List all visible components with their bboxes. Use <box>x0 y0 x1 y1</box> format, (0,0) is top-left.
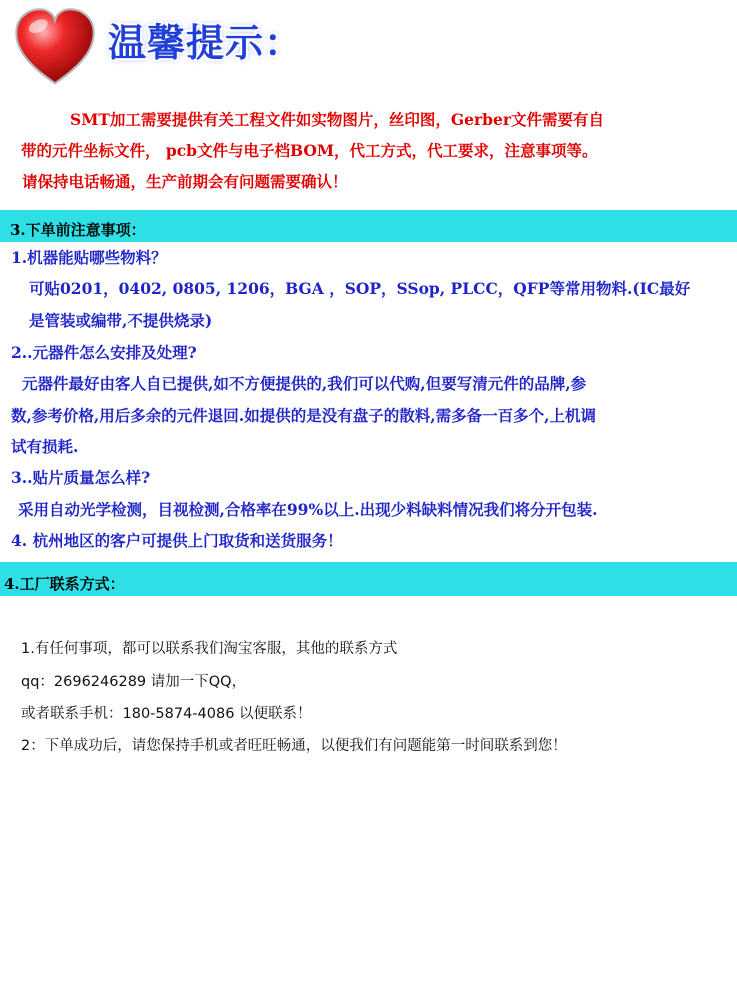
answer-2: 数,参考价格,用后多余的元件退回.如提供的是没有盘子的散料,需多备一百多个,上机调 <box>11 406 596 425</box>
page-title: 温馨提示： <box>108 21 304 65</box>
section-4-heading: 4.工厂联系方式： <box>4 575 125 593</box>
contact-line: 2：下单成功后，请您保持手机或者旺旺畅通，以便我们有问题能第一时间联系到您！ <box>21 738 567 754</box>
section-3-header <box>0 210 737 242</box>
answer-2: 试有损耗. <box>11 437 79 456</box>
contact-line: qq：2696246289 请加一下QQ， <box>21 674 247 690</box>
section-3-heading: 3.下单前注意事项： <box>10 221 146 239</box>
question-3: 3..贴片质量怎么样? <box>11 468 151 487</box>
intro-line: 带的元件坐标文件， pcb文件与电子档BOM，代工方式，代工要求，注意事项等。 <box>21 141 598 160</box>
header <box>0 0 737 95</box>
answer-3: 采用自动光学检测，目视检测,合格率在99%以上.出现少料缺料情况我们将分开包装. <box>18 500 598 519</box>
answer-2: 元器件最好由客人自已提供,如不方便提供的,我们可以代购,但要写清元件的品牌,参 <box>22 374 587 393</box>
intro-notice <box>0 104 737 197</box>
section-4-header <box>0 562 737 596</box>
answer-1: 可贴0201，0402, 0805, 1206，BGA ，SOP，SSop, PLCC，QFP等常用物料.(IC最好 <box>29 279 691 298</box>
intro-line: 请保持电话畅通，生产前期会有问题需要确认！ <box>22 172 348 191</box>
question-4: 4. 杭州地区的客户可提供上门取货和送货服务！ <box>11 531 343 550</box>
question-2: 2..元器件怎么安排及处理? <box>11 343 197 362</box>
answer-1: 是管装或编带,不提供烧录) <box>29 311 213 330</box>
intro-line: SMT加工需要提供有关工程文件如实物图片，丝印图，Gerber文件需要有自 <box>70 110 605 129</box>
heart-icon <box>12 6 98 90</box>
question-1: 1.机器能贴哪些物料？ <box>11 248 167 267</box>
contact-line: 或者联系手机：180-5874-4086 以便联系！ <box>21 706 312 722</box>
contact-line: 1.有任何事项，都可以联系我们淘宝客服，其他的联系方式 <box>21 641 398 657</box>
